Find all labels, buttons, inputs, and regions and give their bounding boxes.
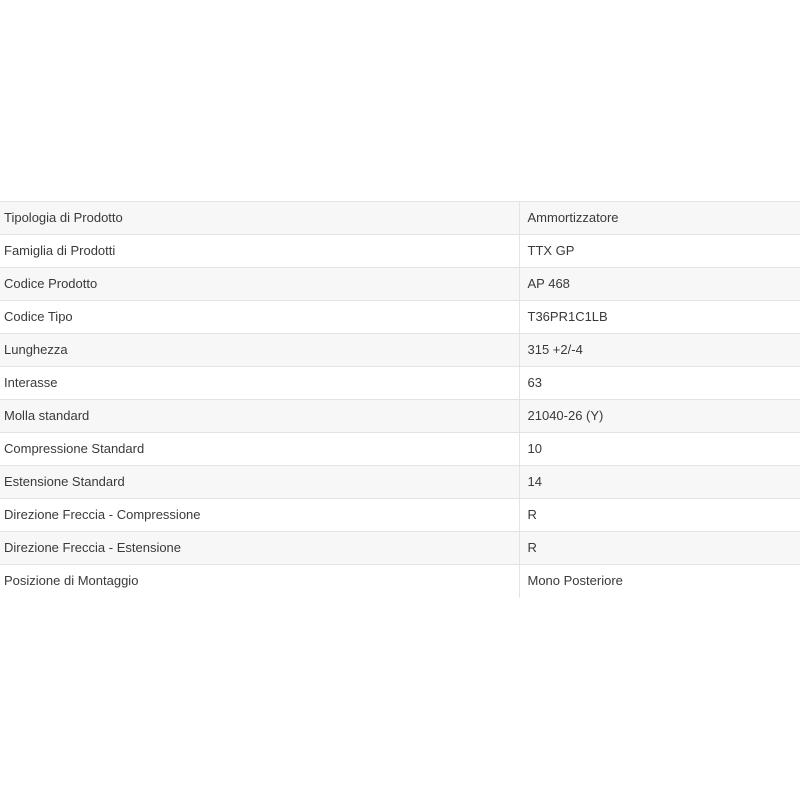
spec-value: 63	[519, 367, 800, 400]
spec-label: Lunghezza	[4, 342, 68, 357]
spec-value: Mono Posteriore	[519, 565, 800, 598]
table-row	[0, 202, 800, 235]
table-row	[0, 268, 800, 301]
table-row	[0, 433, 800, 466]
table-row	[0, 235, 800, 268]
product-spec-table	[0, 201, 800, 598]
spec-label: Tipologia di Prodotto	[4, 210, 123, 225]
spec-table-body	[0, 202, 800, 598]
spec-value: AP 468	[519, 268, 800, 301]
spec-label: Molla standard	[4, 408, 90, 423]
spec-label: Codice Tipo	[4, 309, 73, 324]
spec-value: T36PR1C1LB	[519, 301, 800, 334]
spec-value: 10	[519, 433, 800, 466]
table-row	[0, 532, 800, 565]
spec-label: Posizione di Montaggio	[4, 573, 139, 589]
table-row	[0, 499, 800, 532]
table-row	[0, 334, 800, 367]
spec-label: Codice Prodotto	[4, 276, 98, 291]
table-row	[0, 301, 800, 334]
spec-label: Direzione Freccia - Compressione	[4, 507, 201, 522]
table-row	[0, 400, 800, 433]
spec-value: 21040-26 (Y)	[519, 400, 800, 433]
spec-label: Estensione Standard	[4, 474, 125, 489]
spec-value: R	[519, 499, 800, 532]
table-row	[0, 565, 800, 598]
spec-value: 14	[519, 466, 800, 499]
spec-label: Famiglia di Prodotti	[4, 243, 116, 258]
spec-label: Compressione Standard	[4, 441, 145, 456]
spec-label: Direzione Freccia - Estensione	[4, 540, 182, 555]
spec-value: R	[519, 532, 800, 565]
table-row	[0, 466, 800, 499]
table-row	[0, 367, 800, 400]
spec-value: Ammortizzatore	[519, 202, 800, 235]
spec-label: Interasse	[4, 375, 58, 390]
spec-value: 315 +2/-4	[519, 334, 800, 367]
spec-value: TTX GP	[519, 235, 800, 268]
